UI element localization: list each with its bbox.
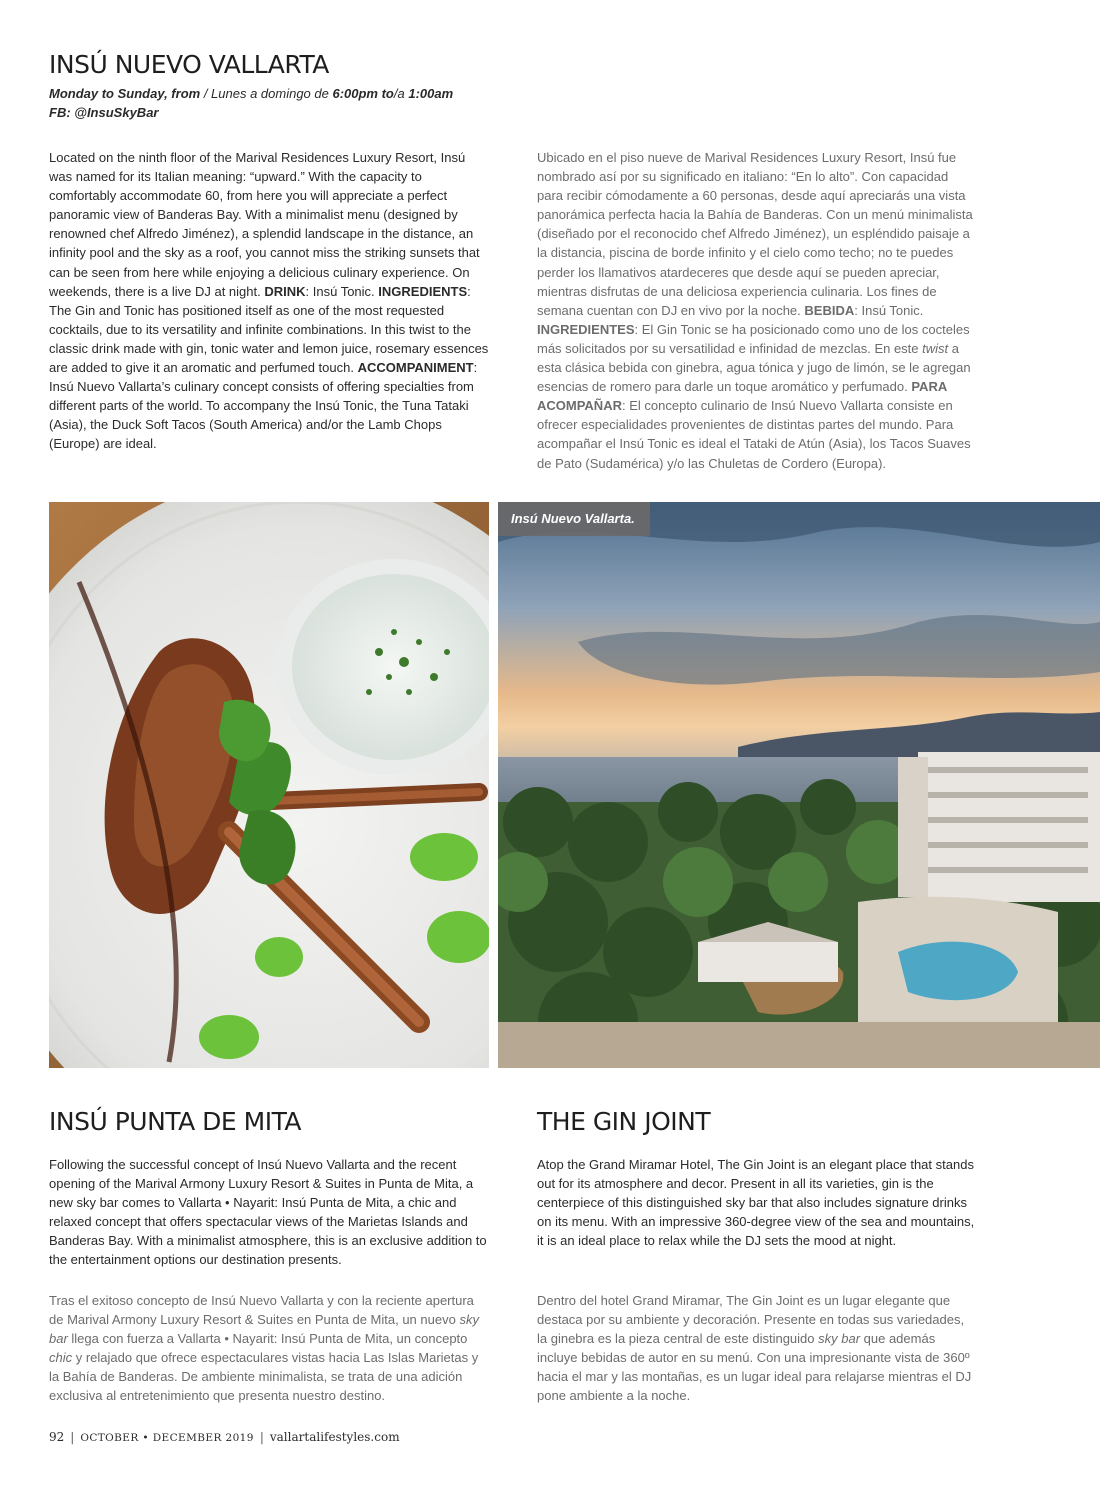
footer-separator: |	[259, 1430, 264, 1444]
resort-illustration	[498, 502, 1100, 1068]
article-title-the-gin-joint: THE GIN JOINT	[537, 1107, 711, 1136]
issue-date: OCTOBER • DECEMBER 2019	[80, 1432, 254, 1444]
resort-view-photo	[498, 502, 1100, 1068]
lamb-chops-photo	[49, 502, 489, 1068]
page-footer	[49, 1430, 400, 1444]
article-title-insu-nuevo-vallarta: INSÚ NUEVO VALLARTA	[49, 50, 329, 79]
insu-nv-spanish-text: Ubicado en el piso nueve de Marival Residences Luxury Resort, Insú fue nombrado así por su significado en italiano: “En lo alto”. Con capacidad para recibir cómodamente a 60 personas, desde aquí apreciarás una vista panorámica perfecta hacia la Bahía de Banderas. Con un menú minimalista (diseñado por el reconocido chef Alfredo Jiménez), un espléndido paisaje a la distancia, piscina de borde infinito y el cielo como techo; no te puedes perder los llamativos atardeceres que desde aquí se pueden apreciar, mientras disfrutas de una deliciosa experiencia culinaria. Los fines de semana cuentan con DJ en vivo por la noche. BEBIDA: Insú Tonic. INGREDIENTES: El Gin Tonic se ha posicionado como uno de los cocteles más solicitados por su versatilidad e infinidad de mezclas. En este twist a esta clásica bebida con ginebra, agua tónica y jugo de limón, se le agregan esencias de romero para darle un toque aromático y perfumado. PARA ACOMPAÑAR: El concepto culinario de Insú Nuevo Vallarta consiste en ofrecer especialidades provenientes de distintas partes del mundo. Para acompañar el Insú Tonic es ideal el Tataki de Atún (Asia), los Tacos Suaves de Pato (Sudamérica) y/o las Chuletas de Cordero (Europa).	[537, 150, 973, 471]
article-title-insu-punta-de-mita: INSÚ PUNTA DE MITA	[49, 1107, 302, 1136]
photo-caption: Insú Nuevo Vallarta.	[498, 502, 650, 536]
gin-joint-spanish-text: Dentro del hotel Grand Miramar, The Gin Joint es un lugar elegante que destaca por su ambiente y decoración. Presente en todas sus variedades, la ginebra es la pieza central de este distinguido sky bar que además incluye bebidas de autor en su menú. Con una impresionante vista de 360º hacia el mar y las montañas, es un lugar ideal para relajarse mientras el DJ pone ambiente a la noche.	[537, 1293, 972, 1404]
hours-line: Monday to Sunday, from / Lunes a domingo de 6:00pm to/a 1:00am	[49, 86, 454, 101]
page-number: 92	[49, 1430, 65, 1444]
insu-nv-english-text: Located on the ninth floor of the Marival Residences Luxury Resort, Insú was named for its Italian meaning: “upward.” With the capacity to comfortably accommodate 60, from here you will appreciate a perfect panoramic view of Banderas Bay. With a minimalist menu (designed by renowned chef Alfredo Jiménez), a splendid landscape in the distance, an infinity pool and the sky as a roof, you cannot miss the striking sunsets that can be seen from here while enjoying a delicious culinary experience. On weekends, there is a live DJ at night. DRINK: Insú Tonic. INGREDIENTS: The Gin and Tonic has positioned itself as one of the most requested cocktails, due to its versatility and infinite combinations. In this twist to the classic drink made with gin, tonic water and lemon juice, rosemary essences are added to give it an aromatic and perfumed touch. ACCOMPANIMENT: Insú Nuevo Vallarta’s culinary concept consists of offering specialties from different parts of the world. To accompany the Insú Tonic, the Tuna Tataki (Asia), the Duck Soft Tacos (South America) and/or the Lamb Chops (Europe) are ideal.	[49, 150, 489, 452]
punta-de-mita-spanish-text: Tras el exitoso concepto de Insú Nuevo Vallarta y con la reciente apertura de Marival Armony Luxury Resort & Suites en Punta de Mita, un nuevo sky bar llega con fuerza a Vallarta • Nayarit: Insú Punta de Mita, un concepto chic y relajado que ofrece espectaculares vistas hacia Las Islas Marietas y la Bahía de Banderas. De ambiente minimalista, se trata de una adición exclusiva al entretenimiento que presenta nuestro destino.	[49, 1293, 479, 1404]
opening-hours	[49, 84, 453, 122]
gin-joint-english-text: Atop the Grand Miramar Hotel, The Gin Joint is an elegant place that stands out for its atmosphere and decor. Present in all its varieties, gin is the centerpiece of this distinguished sky bar that also includes signature drinks on its menu. With an impressive 360-degree view of the sea and mountains, it is an ideal place to relax while the DJ sets the mood at night.	[537, 1157, 975, 1249]
lamb-chops-illustration	[49, 502, 489, 1068]
facebook-handle: FB: @InsuSkyBar	[49, 105, 159, 120]
punta-de-mita-english-text: Following the successful concept of Insú Nuevo Vallarta and the recent opening of the Marival Armony Luxury Resort & Suites in Punta de Mita, a new sky bar comes to Vallarta • Nayarit: Insú Punta de Mita, a chic and relaxed concept that offers spectacular views of the Marietas Islands and Banderas Bay. With a minimalist atmosphere, this is an exclusive addition to the entertainment options our destination presents.	[49, 1157, 487, 1268]
website-link[interactable]: vallartalifestyles.com	[269, 1430, 400, 1444]
footer-separator: |	[70, 1430, 75, 1444]
